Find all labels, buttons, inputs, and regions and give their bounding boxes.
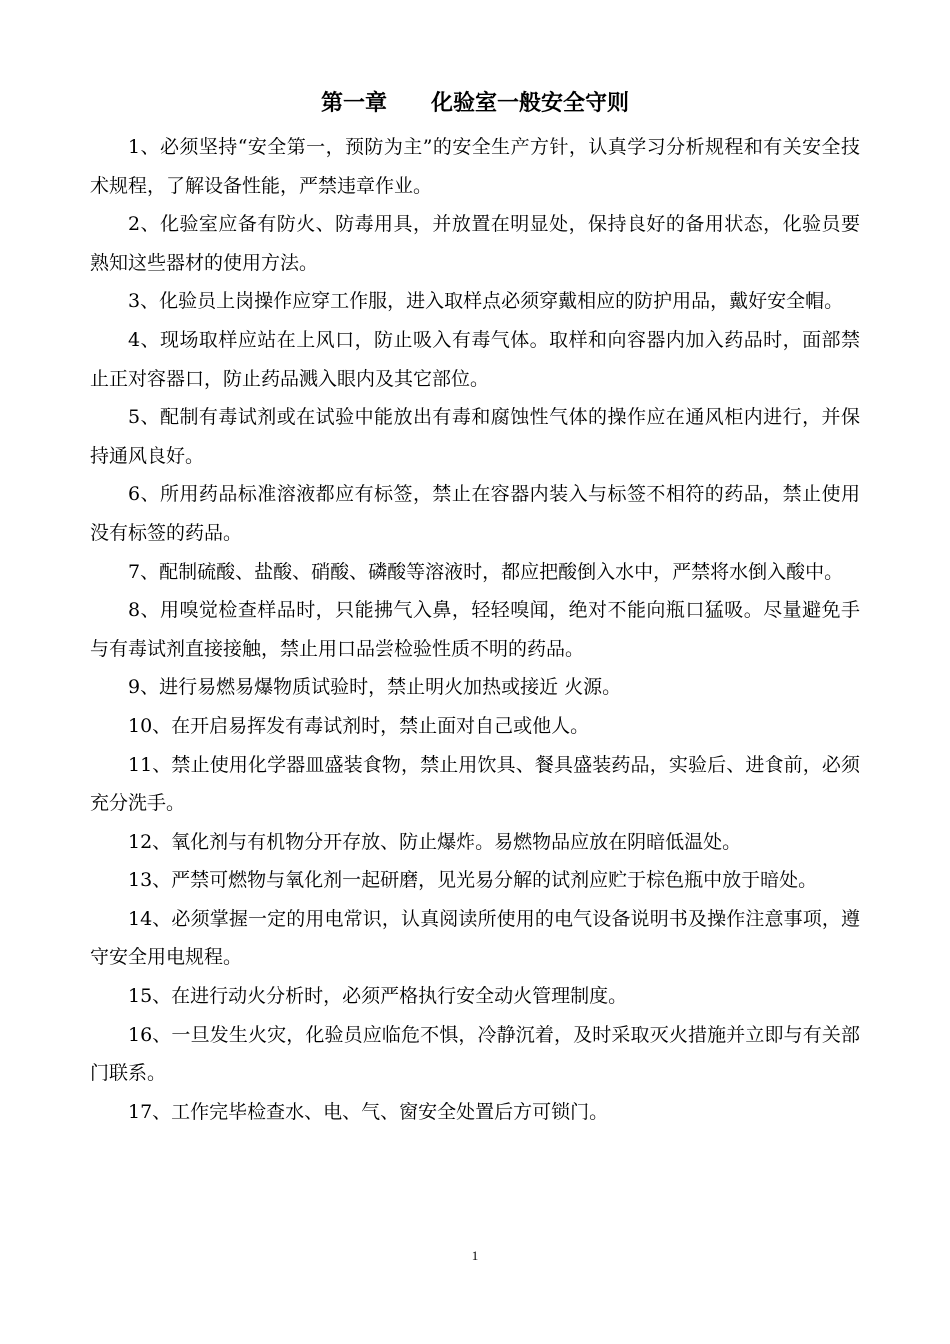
rule-paragraph-14: 14、必须掌握一定的用电常识，认真阅读所使用的电气设备说明书及操作注意事项，遵守安全用电规程。 xyxy=(90,907,860,969)
rule-paragraph-11: 11、禁止使用化学器皿盛装食物，禁止用饮具、餐具盛装药品，实验后、进食前，必须充分洗手。 xyxy=(90,753,860,815)
rule-paragraph-16: 16、一旦发生火灾，化验员应临危不惧，冷静沉着，及时采取灭火措施并立即与有关部门联系。 xyxy=(90,1023,860,1085)
rule-paragraph-3: 3、化验员上岗操作应穿工作服，进入取样点必须穿戴相应的防护用品，戴好安全帽。 xyxy=(128,290,844,313)
rule-paragraph-9: 9、进行易燃易爆物质试验时，禁止明火加热或接近 火源。 xyxy=(128,676,622,699)
rule-paragraph-13: 13、严禁可燃物与氧化剂一起研磨，见光易分解的试剂应贮于棕色瓶中放于暗处。 xyxy=(128,869,818,892)
rule-paragraph-10: 10、在开启易挥发有毒试剂时，禁止面对自己或他人。 xyxy=(128,714,590,737)
rule-paragraph-8: 8、用嗅觉检查样品时，只能拂气入鼻，轻轻嗅闻，绝对不能向瓶口猛吸。尽量避免手与有毒试剂直接接触，禁止用口品尝检验性质不明的药品。 xyxy=(90,599,860,660)
rule-paragraph-2: 2、化验室应备有防火、防毒用具，并放置在明显处，保持良好的备用状态，化验员要熟知这些器材的使用方法。 xyxy=(90,213,860,274)
rule-paragraph-15: 15、在进行动火分析时，必须严格执行安全动火管理制度。 xyxy=(128,985,628,1008)
rule-paragraph-4: 4、现场取样应站在上风口，防止吸入有毒气体。取样和向容器内加入药品时，面部禁止正对容器口，防止药品溅入眼内及其它部位。 xyxy=(90,328,860,390)
rule-paragraph-5: 5、配制有毒试剂或在试验中能放出有毒和腐蚀性气体的操作应在通风柜内进行，并保持通风良好。 xyxy=(90,406,860,467)
rule-paragraph-1: 1、必须坚持“安全第一，预防为主”的安全生产方针，认真学习分析规程和有关安全技术规程，了解设备性能，严禁违章作业。 xyxy=(90,136,860,197)
page-number: 1 xyxy=(471,1248,479,1263)
rule-paragraph-7: 7、配制硫酸、盐酸、硝酸、磷酸等溶液时，都应把酸倒入水中，严禁将水倒入酸中。 xyxy=(128,560,844,583)
rules-body xyxy=(90,128,860,1131)
rule-paragraph-17: 17、工作完毕检查水、电、气、窗安全处置后方可锁门。 xyxy=(128,1100,609,1123)
rule-paragraph-6: 6、所用药品标准溶液都应有标签，禁止在容器内装入与标签不相符的药品，禁止使用没有标签的药品。 xyxy=(90,483,860,544)
chapter-title: 第一章 化验室一般安全守则 xyxy=(320,91,629,116)
rule-paragraph-12: 12、氧化剂与有机物分开存放、防止爆炸。易燃物品应放在阴暗低温处。 xyxy=(128,830,742,853)
